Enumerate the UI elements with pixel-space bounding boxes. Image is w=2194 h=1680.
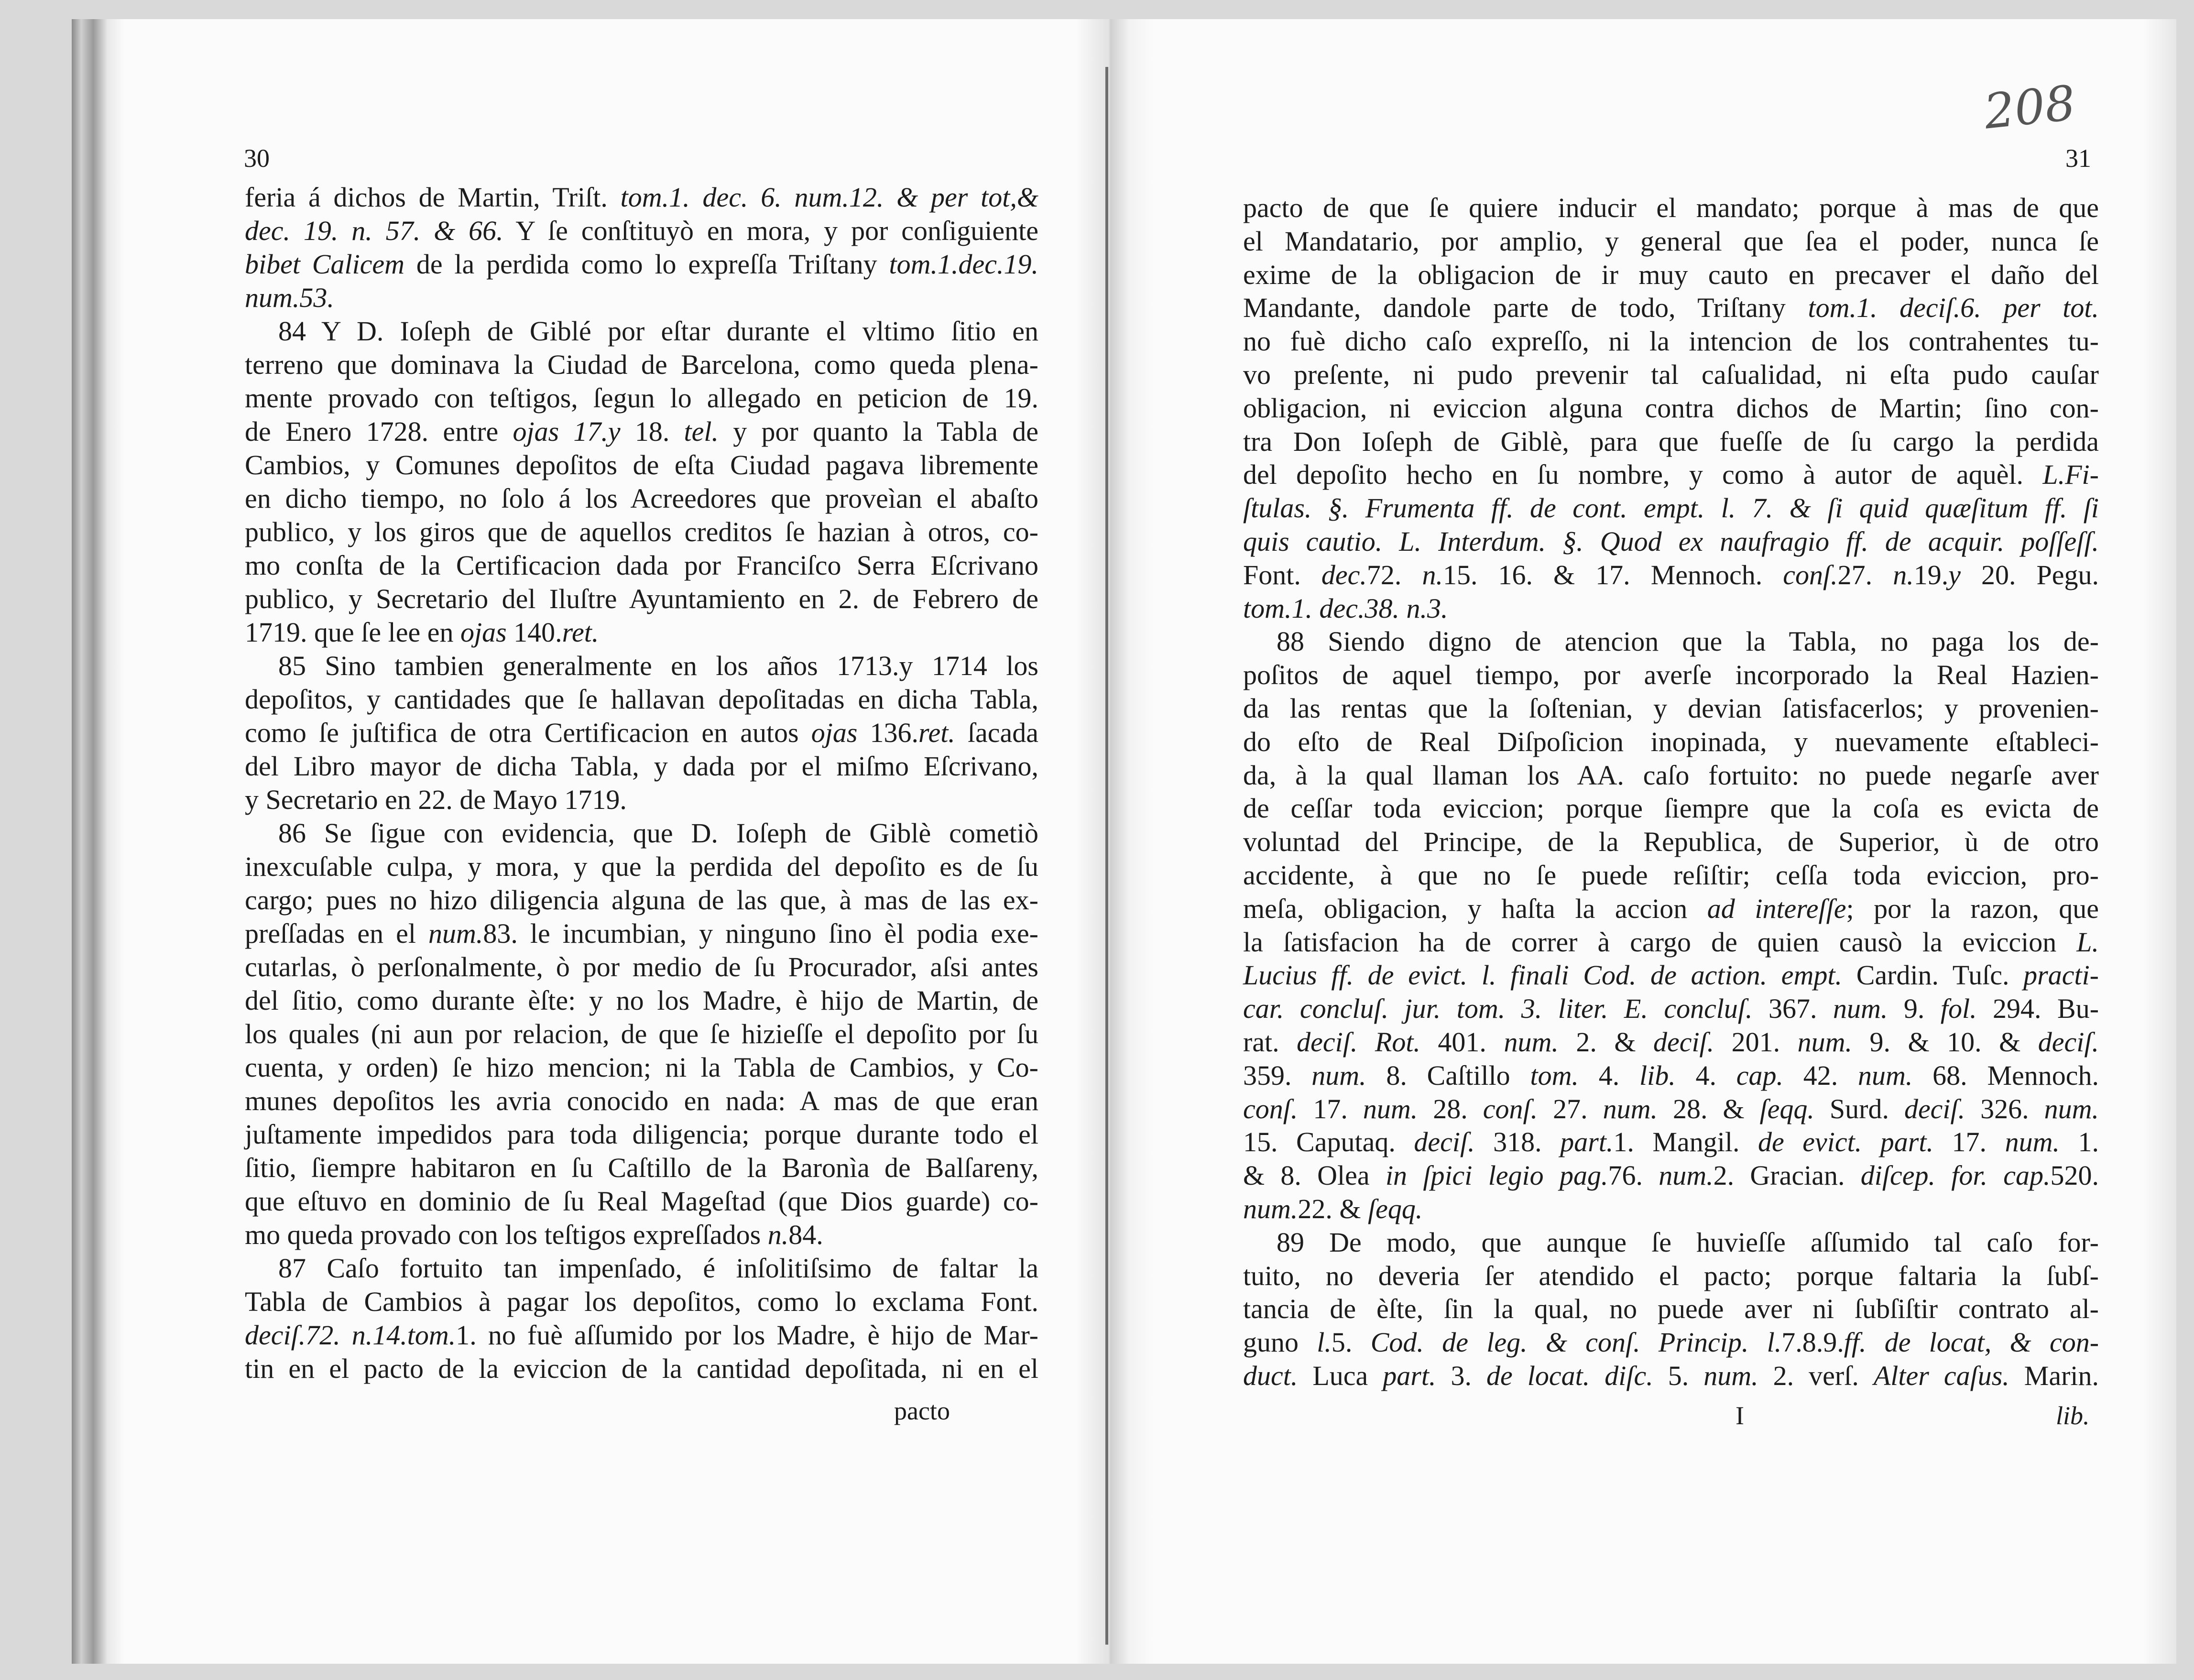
catchword-left: pacto (894, 1396, 950, 1425)
text-segment: 68. Mennoch. (1912, 1059, 2099, 1091)
text-segment: do eſto de Real Diſpoſicion inopinada, y nuevamente eſtableci- (1243, 726, 2099, 757)
text-line (1243, 191, 2099, 225)
text-segment: part. (1560, 1126, 1614, 1158)
text-segment: cuenta, y orden) ſe hizo mencion; ni la Tabla de Cambios, y Co- (245, 1052, 1038, 1083)
text-line (245, 549, 1038, 582)
text-line (245, 950, 1038, 984)
text-segment: 28. & (1657, 1093, 1760, 1124)
text-segment: publico, y los giros que de aquellos creditos ſe hazian à otros, co- (245, 516, 1038, 547)
text-segment: num. (428, 918, 483, 949)
text-line (245, 248, 1038, 281)
text-segment: Surd. (1814, 1093, 1904, 1124)
text-segment: da, à la qual llaman los AA. caſo fortuito: no puede negarſe aver (1243, 759, 2099, 791)
text-segment: tom.1. dec.38. n.3. (1243, 592, 1448, 624)
text-segment: tra Don Ioſeph de Giblè, para que fueſſe de ſu cargo la perdida (1243, 425, 2099, 457)
text-segment: de locat. diſc. (1486, 1360, 1653, 1391)
text-segment: terreno que dominava la Ciudad de Barcelona, como queda plena- (245, 349, 1038, 380)
text-segment: diſcep. for. cap. (1860, 1160, 2051, 1191)
text-segment: 2. & (1558, 1026, 1653, 1058)
text-line (1243, 992, 2099, 1025)
text-segment: de evict. part. (1758, 1126, 1933, 1158)
text-line (245, 1084, 1038, 1118)
text-segment: Alter caſus. (1873, 1360, 2009, 1391)
text-segment: 326. (1965, 1093, 2044, 1124)
text-segment: Mandante, dandole parte de todo, Triſtany (1243, 292, 1808, 324)
text-segment: bibet Calicem (245, 249, 405, 280)
text-segment: n. (767, 1219, 789, 1250)
text-segment: 8. Caſtillo (1366, 1059, 1530, 1091)
text-segment: publico, y Secretario del Iluſtre Ayuntamiento en 2. de Febrero de (245, 583, 1038, 614)
text-line (245, 1051, 1038, 1084)
text-line (1277, 1226, 2099, 1259)
text-segment: num. (2044, 1093, 2099, 1124)
text-line (245, 415, 1038, 448)
text-segment: tel. (684, 416, 719, 447)
text-segment: 88 Siendo digno de atencion que la Tabla, no paga los de- (1277, 626, 2099, 657)
text-segment: de Enero 1728. entre (245, 416, 513, 447)
text-segment: Lucius ff. de evict. l. finali Cod. de action. empt. (1243, 960, 1843, 991)
text-segment: vo preſente, ni pudo prevenir tal caſualidad, ni eſta pudo cauſar (1243, 359, 2099, 390)
text-segment: 89 De modo, que aunque ſe huvieſſe aſſumido tal caſo for- (1277, 1226, 2099, 1258)
text-segment: in ſpici legio pag. (1385, 1160, 1608, 1191)
text-line (1243, 525, 2099, 558)
text-segment: Font. (1243, 559, 1321, 590)
text-segment: n. (1893, 559, 1914, 590)
text-segment: mente provado con teſtigos, ſegun lo allegado en peticion de 19. (245, 382, 1038, 414)
text-segment: ret. (562, 617, 599, 648)
text-segment: 294. Bu- (1976, 993, 2099, 1025)
text-line (245, 850, 1038, 884)
text-segment: Luca (1298, 1360, 1383, 1391)
text-segment: 1. (2059, 1126, 2099, 1158)
text-segment: Y ſe conſtituyò en mora, y por conſiguiente (503, 215, 1038, 246)
text-line (1243, 725, 2099, 759)
text-segment: y (1948, 559, 1961, 590)
text-segment: num.53. (245, 282, 334, 313)
text-segment: munes depoſitos les avria conocido en nada: A mas de que eran (245, 1085, 1038, 1116)
text-segment: del ſitio, como durante èſte: y no los Madre, è hijo de Martin, de (245, 985, 1038, 1016)
text-segment: 401. (1420, 1026, 1504, 1058)
text-segment: 4. (1578, 1059, 1639, 1091)
text-line (1243, 1125, 2099, 1159)
text-line (245, 1319, 1038, 1352)
text-segment: tancia de èſte, ſin la qual, no puede aver ni ſubſiſtir contrato al- (1243, 1293, 2099, 1325)
text-segment: L. (2076, 926, 2099, 958)
text-segment: obligacion, ni eviccion alguna contra dichos de Martin; ſino con- (1243, 392, 2099, 424)
text-line (245, 1017, 1038, 1051)
text-segment: num. (1363, 1093, 1418, 1124)
text-line (245, 582, 1038, 616)
text-segment: 28. (1418, 1093, 1483, 1124)
text-line (1243, 558, 2099, 592)
text-segment: 17. (1933, 1126, 2005, 1158)
text-segment: de la perdida como lo expreſſa Triſtany (404, 249, 889, 280)
text-segment: como ſe juſtifica de otra Certificacion en autos (245, 717, 811, 748)
text-segment: n. (1422, 559, 1443, 590)
text-segment: 201. (1714, 1026, 1798, 1058)
text-segment: da las rentas que la ſoſtenian, y devian ſatisfacerlos; y provenien- (1243, 693, 2099, 724)
text-line (1243, 1326, 2099, 1359)
text-segment: 9. (1888, 993, 1941, 1025)
text-segment: 27. (1837, 559, 1893, 590)
text-segment: del Libro mayor de dicha Tabla, y dada por el miſmo Eſcrivano, (245, 751, 1038, 782)
text-segment: ſacada (955, 717, 1039, 748)
text-segment: y por quanto la Tabla de (719, 416, 1038, 447)
text-segment: fol. (1940, 993, 1977, 1025)
text-line (1243, 892, 2099, 926)
text-segment: ſtulas. §. Frumenta ff. de cont. empt. l. 7. & ſi quid quæſitum ff. ſi (1243, 492, 2099, 524)
text-segment: Cod. de leg. & conſ. Princip. l. (1370, 1327, 1782, 1358)
text-line (245, 281, 1038, 315)
text-segment: de ceſſar toda eviccion; porque ſiempre que la coſa es evicta de (1243, 793, 2099, 824)
text-segment: tom.1. deciſ.6. per tot. (1808, 292, 2099, 324)
text-segment: num. (1797, 1026, 1853, 1058)
text-segment: & 8. Olea (1243, 1160, 1386, 1191)
text-line (245, 448, 1038, 482)
text-segment: Tabla de Cambios à pagar los depoſitos, como lo exclama Font. (245, 1286, 1038, 1317)
text-line (1243, 258, 2099, 292)
text-segment: conſ. (1783, 559, 1838, 590)
text-segment: num. (1833, 993, 1888, 1025)
text-line (245, 783, 1038, 817)
text-segment: el Mandatario, por amplio, y general que ſea el poder, nunca ſe (1243, 225, 2099, 257)
text-segment: depoſitos, y cantidades que ſe hallavan depoſitadas en dicha Tabla, (245, 684, 1038, 715)
text-segment: 15. 16. & 17. Mennoch. (1442, 559, 1783, 590)
text-segment: ff. de locat, & con- (1844, 1327, 2099, 1358)
text-line (1277, 625, 2099, 658)
text-segment: num. (1858, 1059, 1913, 1091)
text-segment: 18. (620, 416, 684, 447)
text-segment: poſitos de aquel tiempo, por averſe incorporado la Real Hazien- (1243, 659, 2099, 691)
text-segment: ret. (918, 717, 955, 748)
text-segment: ; por la razon, que (1846, 893, 2099, 924)
text-line (1243, 1192, 2099, 1226)
text-line (245, 1352, 1038, 1385)
text-segment: 1. no fuè aſſumido por los Madre, è hijo de Mar- (456, 1320, 1038, 1351)
text-segment: inexcuſable culpa, y mora, y que la perdida del depoſito es de ſu (245, 851, 1038, 882)
text-segment: 5. (1331, 1327, 1371, 1358)
text-segment: 22. & (1298, 1193, 1368, 1224)
text-segment: juſtamente impedidos para toda diligencia; porque durante todo el (245, 1119, 1038, 1150)
text-line (1243, 358, 2099, 392)
text-line (245, 515, 1038, 549)
text-line (245, 1185, 1038, 1218)
text-segment: 359. (1243, 1059, 1312, 1091)
text-segment: dec. 19. n. 57. & 66. (245, 215, 503, 246)
text-line (1243, 425, 2099, 458)
text-segment: 17. (1298, 1093, 1363, 1124)
text-line (1243, 959, 2099, 992)
text-line (245, 214, 1038, 248)
text-segment: accidente, à que no ſe puede reſiſtir; ceſſa toda eviccion, pro- (1243, 860, 2099, 891)
text-segment: los quales (ni aun por relacion, de que ſe hizieſſe el depoſito por ſu (245, 1018, 1038, 1049)
text-line (1243, 759, 2099, 792)
text-segment: 83. le incumbian, y ninguno ſino èl podia exe- (483, 918, 1038, 949)
text-segment: no fuè dicho caſo expreſſo, ni la intencion de los contrahentes tu- (1243, 326, 2099, 357)
text-line (245, 1218, 1038, 1252)
page-number-right: 31 (2065, 144, 2091, 173)
text-segment: conſ. (1483, 1093, 1538, 1124)
text-segment: preſſadas en el (245, 918, 428, 949)
text-line (245, 348, 1038, 382)
text-segment: deciſ. (1653, 1026, 1714, 1058)
text-line (1243, 1292, 2099, 1326)
text-line (1243, 1359, 2099, 1393)
text-segment: ad intereſſe (1707, 893, 1846, 924)
text-segment: 87 Caſo fortuito tan impenſado, é inſolitiſsimo de faltar la (278, 1253, 1038, 1284)
text-line (245, 181, 1038, 214)
text-segment: car. concluſ. jur. tom. 3. liter. E. concluſ. (1243, 993, 1753, 1025)
text-segment: num. (1703, 1360, 1758, 1391)
text-segment: 42. (1783, 1059, 1858, 1091)
text-line (245, 1285, 1038, 1319)
text-line (1243, 926, 2099, 959)
text-segment: tin en el pacto de la eviccion de la cantidad depoſitada, ni en el (245, 1353, 1038, 1384)
text-line (1243, 658, 2099, 692)
text-segment: 4. (1675, 1059, 1736, 1091)
text-segment: 85 Sino tambien generalmente en los años 1713.y 1714 los (278, 650, 1038, 681)
text-segment: num. (1311, 1059, 1366, 1091)
text-segment: num. (1603, 1093, 1658, 1124)
catchword-right: lib. (2056, 1401, 2090, 1430)
text-segment: Cardin. Tuſc. (1842, 960, 2024, 991)
text-segment: que eſtuvo en dominio de ſu Real Mageſtad (que Dios guarde) co- (245, 1186, 1038, 1217)
text-segment: deciſ. Rot. (1297, 1026, 1420, 1058)
text-line (1243, 491, 2099, 525)
text-segment: part. (1383, 1360, 1436, 1391)
text-segment: 2. Gracian. (1713, 1160, 1861, 1191)
text-segment: cargo; pues no hizo diligencia alguna de las que, à mas de las ex- (245, 884, 1038, 916)
text-segment: tom.1. dec. 6. num.12. & per tot,& (620, 182, 1038, 213)
text-segment: Cambios, y Comunes depoſitos de eſta Ciudad pagava libremente (245, 449, 1038, 480)
text-line (1243, 1025, 2099, 1059)
text-segment: ſeqq. (1759, 1093, 1814, 1124)
text-segment: ſeqq. (1368, 1193, 1423, 1224)
text-segment: y Secretario en 22. de Mayo 1719. (245, 784, 627, 815)
text-line (245, 616, 1038, 649)
text-segment: la ſatisfacion ha de correr à cargo de quien causò la eviccion (1243, 926, 2077, 958)
text-segment: 367. (1752, 993, 1833, 1025)
text-segment: 318. (1474, 1126, 1561, 1158)
text-line (245, 382, 1038, 415)
text-segment: ojas 17.y (513, 416, 621, 447)
text-segment: tom.1.dec.19. (889, 249, 1038, 280)
text-segment: voluntad del Principe, de la Republica, de Superior, ù de otro (1243, 826, 2099, 858)
text-segment: deciſ.72. n.14.tom. (245, 1320, 456, 1351)
text-segment: del depoſito hecho en ſu nombre, y como à autor de aquèl. (1243, 459, 2043, 491)
book-gutter (1105, 67, 1108, 1645)
text-segment: ojas (460, 617, 507, 648)
text-line (1243, 859, 2099, 892)
text-segment: 86 Se ſigue con evidencia, que D. Ioſeph de Giblè cometiò (278, 818, 1038, 849)
text-segment: num. (2005, 1126, 2060, 1158)
text-segment: deciſ. (1414, 1126, 1475, 1158)
page-number-left: 30 (244, 144, 270, 173)
text-segment: cutarlas, ò perſonalmente, ò por medio de ſu Procurador, aſsi antes (245, 951, 1038, 982)
text-line (245, 750, 1038, 783)
text-line (278, 315, 1038, 348)
text-line (1243, 458, 2099, 491)
text-line (1243, 1259, 2099, 1293)
text-segment: pacto de que ſe quiere inducir el mandato; porque à mas de que (1243, 192, 2099, 223)
text-segment: cap. (1736, 1059, 1783, 1091)
text-segment: num. (1659, 1160, 1714, 1191)
signature-mark: I (1736, 1401, 1744, 1430)
text-segment: 9. & 10. & (1852, 1026, 2038, 1058)
handwritten-folio-number: 208 (1981, 75, 2078, 140)
text-line (245, 984, 1038, 1017)
text-segment: 76. (1608, 1160, 1659, 1191)
text-line (1243, 1059, 2099, 1092)
text-line (278, 1252, 1038, 1285)
text-line (278, 817, 1038, 850)
text-segment: l. (1317, 1327, 1332, 1358)
text-segment: quis cautio. L. Interdum. §. Quod ex naufragio ff. de acquir. poſſeſſ. (1243, 526, 2099, 557)
text-line (1243, 792, 2099, 825)
text-segment: num. (1243, 1193, 1298, 1224)
text-segment: duct. (1243, 1360, 1298, 1391)
text-segment: 19. (1913, 559, 1949, 590)
text-segment: rat. (1243, 1026, 1297, 1058)
text-segment: practi- (2023, 960, 2099, 991)
text-line (245, 683, 1038, 716)
text-line (1243, 1092, 2099, 1126)
text-segment: L.Fi- (2042, 459, 2099, 491)
text-segment: feria á dichos de Martin, Triſt. (245, 182, 621, 213)
text-line (1243, 692, 2099, 725)
text-line (245, 716, 1038, 750)
text-segment: tom. (1530, 1059, 1579, 1091)
text-segment: 84. (788, 1219, 823, 1250)
text-line (245, 1118, 1038, 1151)
text-segment: guno (1243, 1327, 1317, 1358)
text-segment: 72. (1366, 559, 1422, 590)
text-line (1243, 1159, 2099, 1192)
text-line (245, 884, 1038, 917)
text-segment: dec. (1321, 559, 1367, 590)
text-segment: 3. (1436, 1360, 1487, 1391)
text-segment: lib. (1639, 1059, 1676, 1091)
text-segment: conſ. (1243, 1093, 1298, 1124)
text-line (1243, 325, 2099, 358)
text-segment: deciſ. (1904, 1093, 1965, 1124)
text-line (245, 1151, 1038, 1185)
text-line (245, 482, 1038, 515)
text-segment: 27. (1538, 1093, 1603, 1124)
text-segment: 5. (1653, 1360, 1704, 1391)
text-line (1243, 225, 2099, 258)
text-segment: mo queda provado con los teſtigos expreſſados (245, 1219, 768, 1250)
text-line (245, 917, 1038, 950)
text-segment: num. (1504, 1026, 1559, 1058)
text-line (1243, 392, 2099, 425)
text-segment: 1. Mangil. (1613, 1126, 1758, 1158)
text-segment: 2. verſ. (1758, 1360, 1874, 1391)
text-line (1243, 592, 2099, 625)
text-segment: 7.8.9. (1781, 1327, 1844, 1358)
text-line (1243, 825, 2099, 859)
text-segment: 136. (857, 717, 919, 748)
text-segment: tuito, no deveria ſer atendido el pacto; porque faltaria la ſubſ- (1243, 1260, 2099, 1291)
text-segment: Marin. (2009, 1360, 2099, 1391)
text-segment: exime de la obligacion de ir muy cauto en precaver el daño del (1243, 259, 2099, 290)
text-segment: 1719. que ſe lee en (245, 617, 460, 648)
text-segment: mo conſta de la Certificacion dada por Franciſco Serra Eſcrivano (245, 550, 1038, 581)
text-segment: deciſ. (2038, 1026, 2099, 1058)
text-segment: ojas (811, 717, 858, 748)
text-segment: 20. Pegu. (1960, 559, 2099, 590)
text-segment: ſitio, ſiempre habitaron en ſu Caſtillo de la Baronìa de Balſareny, (245, 1152, 1038, 1183)
text-line (1243, 291, 2099, 325)
text-segment: en dicho tiempo, no ſolo á los Acreedores que proveìan el abaſto (245, 483, 1038, 514)
text-segment: 15. Caputaq. (1243, 1126, 1414, 1158)
text-segment: 140. (506, 617, 562, 648)
text-segment: 84 Y D. Ioſeph de Giblé por eſtar durante el vltimo ſitio en (278, 316, 1038, 347)
text-segment: 520. (2050, 1160, 2099, 1191)
text-segment: meſa, obligacion, y haſta la accion (1243, 893, 1707, 924)
text-line (278, 649, 1038, 683)
